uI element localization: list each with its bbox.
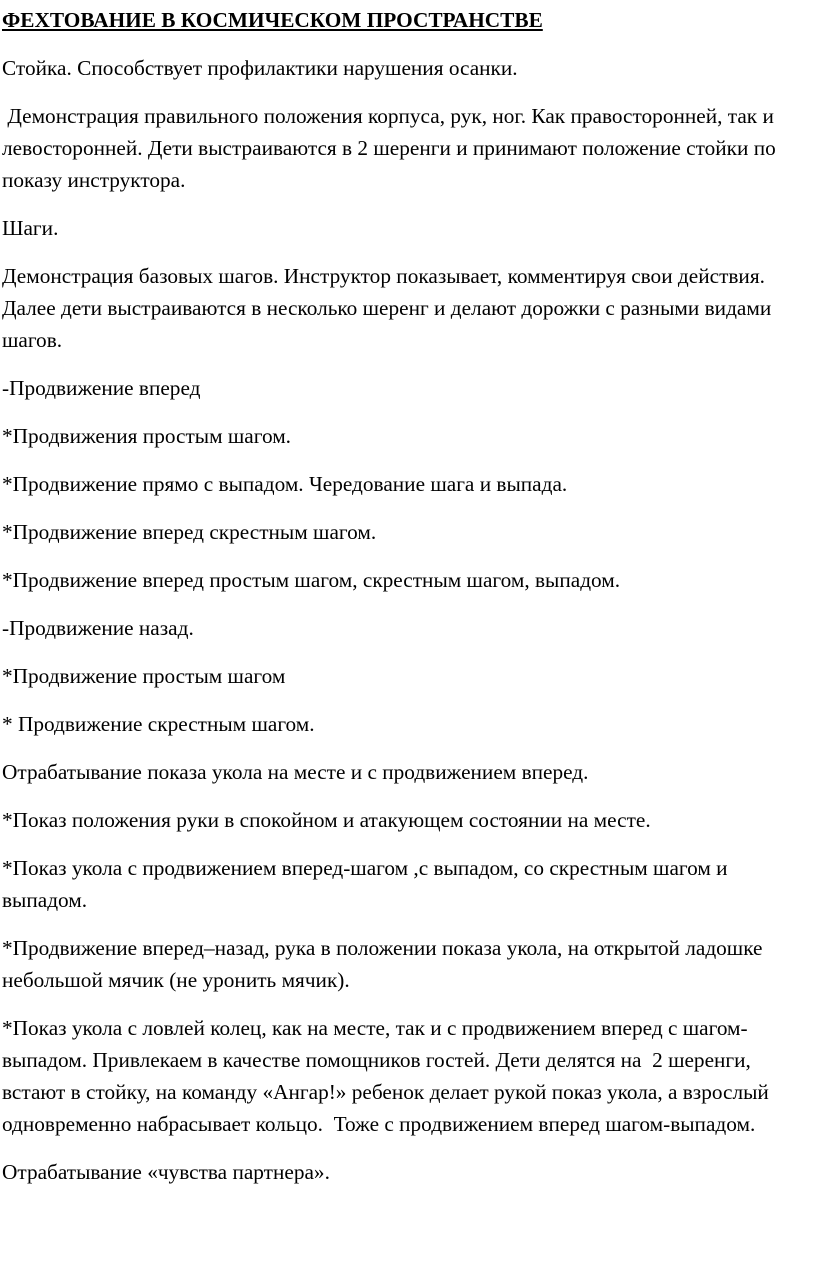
paragraph: Демонстрация базовых шагов. Инструктор показывает, комментируя свои действия. Далее дети выстраиваются в несколько шеренг и делают дорожки с разными видами шагов.	[2, 264, 772, 352]
paragraph: Демонстрация правильного положения корпуса, рук, ног. Как правосторонней, так и левосторонней. Дети выстраиваются в 2 шеренги и принимают положение стойки по показу инструктора.	[2, 104, 782, 192]
list-item: *Продвижение простым шагом	[2, 664, 286, 688]
list-item: -Продвижение назад.	[2, 616, 194, 640]
list-item: *Продвижение вперед простым шагом, скрестным шагом, выпадом.	[2, 568, 621, 592]
list-item: *Продвижение вперед скрестным шагом.	[2, 520, 377, 544]
document-title: ФЕХТОВАНИЕ В КОСМИЧЕСКОМ ПРОСТРАНСТВЕ	[2, 8, 543, 32]
paragraph: Отрабатывание показа укола на месте и с продвижением вперед.	[2, 760, 589, 784]
list-item: *Показ укола с продвижением вперед-шагом ,с выпадом, со скрестным шагом и выпадом.	[2, 856, 728, 912]
paragraph: Отрабатывание «чувства партнера».	[2, 1160, 330, 1184]
list-item: *Продвижение прямо с выпадом. Чередование шага и выпада.	[2, 472, 568, 496]
paragraph: Стойка. Способствует профилактики нарушения осанки.	[2, 56, 518, 80]
list-item: * Продвижение скрестным шагом.	[2, 712, 315, 736]
paragraph: Шаги.	[2, 216, 59, 240]
list-item: *Показ положения руки в спокойном и атакующем состоянии на месте.	[2, 808, 651, 832]
list-item: *Продвижение вперед–назад, рука в положении показа укола, на открытой ладошке небольшой мячик (не уронить мячик).	[2, 936, 763, 992]
list-item: *Продвижения простым шагом.	[2, 424, 291, 448]
list-item: -Продвижение вперед	[2, 376, 201, 400]
list-item: *Показ укола с ловлей колец, как на месте, так и с продвижением вперед с шагом-выпадом. Привлекаем в качестве помощников гостей. Дети делятся на 2 шеренги, встают в стойку, на команду «Ангар!» ребенок делает рукой показ укола, а взрослый одновременно набрасывает кольцо. Тоже с продвижением вперед шагом-выпадом.	[2, 1016, 775, 1136]
